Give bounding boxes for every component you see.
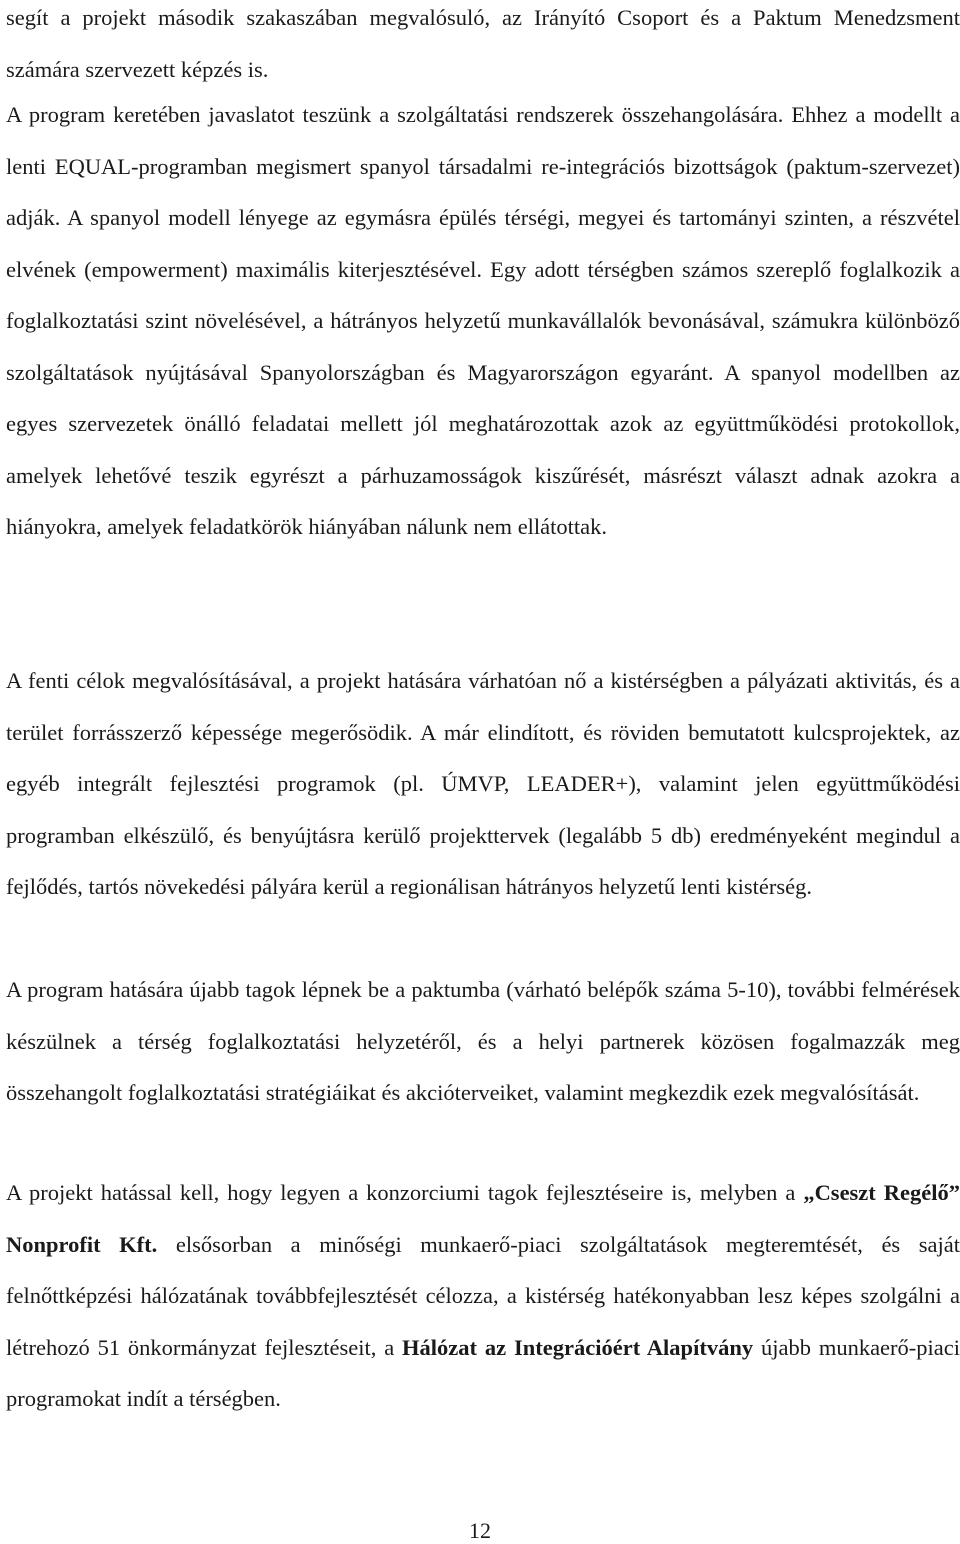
page-number: 12 (469, 1518, 491, 1543)
paragraph-3: A fenti célok megvalósításával, a projekt hatására várhatóan nő a kistérségben a pályázati aktivitás, és a terület forrásszerző képessége megerősödik. A már elindított, és röviden bemutatott kulcsprojektek, az egyéb integrált fejlesztési programok (pl. ÚMVP, LEADER+), valamint jelen együttműködési programban elkészülő, és benyújtásra kerülő projekttervek (legalább 5 db) eredményeként megindul a fejlődés, tartós növekedési pályára kerül a regionálisan hátrányos helyzetű lenti kistérség. (6, 668, 960, 899)
paragraph-4: A program hatására újabb tagok lépnek be a paktumba (várható belépők száma 5-10), további felmérések készülnek a térség foglalkoztatási helyzetéről, és a helyi partnerek közösen fogalmazzák meg összehangolt foglalkoztatási stratégiáikat és akcióterveiket, valamint megkezdik ezek megvalósítását. (6, 977, 960, 1105)
paragraph-5 (6, 1167, 960, 1425)
paragraph-5-text-a: A projekt hatással kell, hogy legyen a konzorciumi tagok fejlesztéseire is, melyben a (6, 1180, 804, 1205)
paragraph-2: A program keretében javaslatot teszünk a szolgáltatási rendszerek összehangolására. Ehhez a modellt a lenti EQUAL-programban megismert spanyol társadalmi re-integrációs bizottságok (paktum-szervezet) adják. A spanyol modell lényege az egymásra épülés térségi, megyei és tartományi szinten, a részvétel elvének (empowerment) maximális kiterjesztésével. Egy adott térségben számos szereplő foglalkozik a foglalkoztatási szint növelésével, a hátrányos helyzetű munkavállalók bevonásával, számukra különböző szolgáltatások nyújtásával Spanyolországban és Magyarországon egyaránt. A spanyol modellben az egyes szervezetek önálló feladatai mellett jól meghatározottak azok az együttműködési protokollok, amelyek lehetővé teszik egyrészt a párhuzamosságok kiszűrését, másrészt választ adnak azokra a hiányokra, amelyek feladatkörök hiányában nálunk nem ellátottak. (6, 102, 960, 539)
paragraph-5-text-c: újabb munkaerő-piaci programokat indít a térségben. (6, 1334, 960, 1411)
paragraph-5-text-b: elsősorban a minőségi munkaerő-piaci szolgáltatások megteremtését, és saját felnőttképzési hálózatának továbbfejlesztését célozza, a kistérség hatékonyabban lesz képes szolgálni a létrehozó 51 önkormányzat fejlesztéseit, a (6, 1231, 960, 1360)
paragraph-1: segít a projekt második szakaszában megvalósuló, az Irányító Csoport és a Paktum Menedzsment számára szervezett képzés is. (6, 5, 960, 82)
organization-name-bold: „Cseszt Regélő” Nonprofit Kft. (6, 1180, 960, 1257)
foundation-name-bold: Hálózat az Integrációért Alapítvány (402, 1334, 754, 1360)
